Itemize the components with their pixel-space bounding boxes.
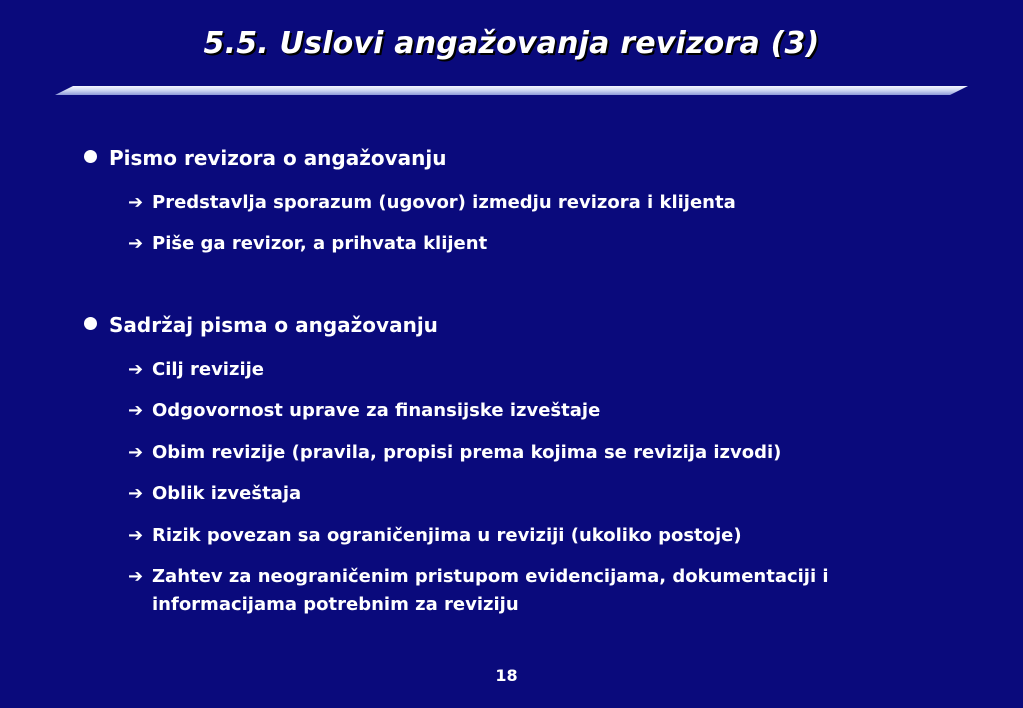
list-item: ➔ Predstavlja sporazum (ugovor) izmedju revizora i klijenta	[128, 192, 736, 213]
list-item: ➔ Zahtev za neograničenim pristupom evidencijama, dokumentaciji i informacijama potrebnim za reviziju	[128, 566, 829, 615]
section-heading-pismo	[84, 146, 446, 170]
arrow-right-icon: ➔	[128, 566, 144, 587]
section-heading-text: Pismo revizora o angažovanju	[109, 146, 447, 170]
slide-title: 5.5. Uslovi angažovanja revizora (3)	[203, 26, 820, 61]
list-item: ➔ Piše ga revizor, a prihvata klijent	[128, 233, 488, 254]
list-item: ➔ Rizik povezan sa ograničenjima u reviziji (ukoliko postoje)	[128, 525, 742, 546]
arrow-right-icon: ➔	[128, 442, 144, 463]
list-item: ➔ Obim revizije (pravila, propisi prema kojima se revizija izvodi)	[128, 442, 782, 463]
page-number: 18	[495, 666, 518, 685]
list-item: ➔ Odgovornost uprave za finansijske izveštaje	[128, 400, 601, 421]
section-heading-sadrzaj	[84, 313, 438, 337]
arrow-right-icon: ➔	[128, 233, 144, 254]
list-item: ➔ Cilj revizije	[128, 359, 264, 380]
list-item: ➔ Oblik izveštaja	[128, 483, 302, 504]
arrow-right-icon: ➔	[128, 483, 144, 504]
section-heading-text: Sadržaj pisma o angažovanju	[109, 313, 438, 337]
arrow-right-icon: ➔	[128, 400, 144, 421]
bullet-dot-icon	[84, 317, 97, 330]
arrow-right-icon: ➔	[128, 525, 144, 546]
title-divider	[55, 86, 968, 95]
arrow-right-icon: ➔	[128, 192, 144, 213]
arrow-right-icon: ➔	[128, 359, 144, 380]
bullet-dot-icon	[84, 150, 97, 163]
